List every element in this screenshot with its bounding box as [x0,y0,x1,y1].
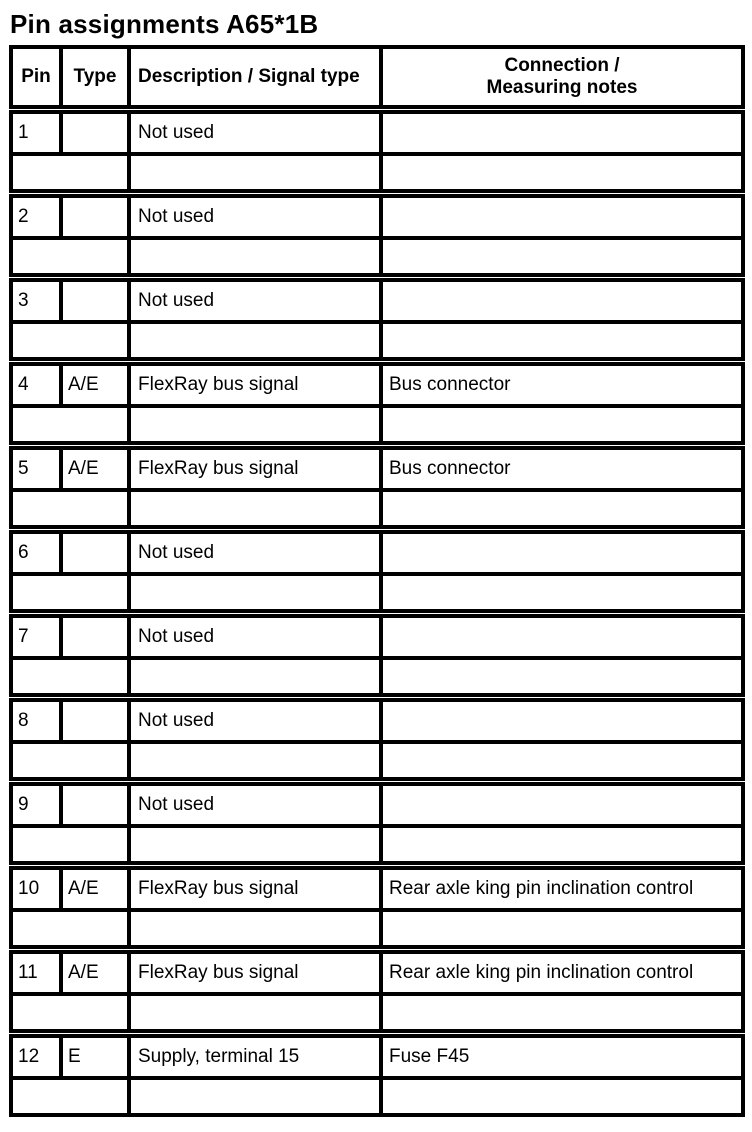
type-cell [63,618,131,656]
data-row [13,702,741,744]
spacer-description-cell [131,996,383,1029]
type-cell [63,786,131,824]
connection-cell [383,282,741,320]
description-cell: FlexRay bus signal [131,450,383,488]
page-title: Pin assignments A65*1B [10,9,319,39]
spacer-connection-cell [383,744,741,777]
connection-cell [383,114,741,152]
spacer-connection-cell [383,912,741,945]
spacer-description-cell [131,324,383,357]
spacer-description-cell [131,828,383,861]
pin-cell: 12 [13,1038,63,1076]
connection-cell [383,534,741,572]
description-cell: Not used [131,702,383,740]
connection-cell: Rear axle king pin inclination control [389,878,694,899]
connection-cell [383,786,741,824]
connection-cell: Fuse F45 [389,1046,470,1067]
header-cell-connection [383,49,741,105]
data-row [13,786,741,828]
type-cell [63,198,131,236]
pin-cell: 4 [13,366,63,404]
table-header-row [9,45,745,109]
table-body [9,110,745,1117]
header-connection-line1: Connection / [504,55,620,76]
spacer-description-cell [131,744,383,777]
data-row [13,618,741,660]
description-cell: Not used [131,282,383,320]
pin-cell: 11 [13,954,63,992]
spacer-row [13,912,741,945]
pin-group [9,362,745,445]
pin-group [9,194,745,277]
spacer-pin-type-cell [13,1080,131,1113]
data-row [13,954,741,996]
spacer-pin-type-cell [13,492,131,525]
spacer-description-cell [131,660,383,693]
description-cell: Not used [131,534,383,572]
spacer-row [13,240,741,273]
description-cell: Not used [131,114,383,152]
spacer-pin-type-cell [13,744,131,777]
spacer-description-cell [131,492,383,525]
pin-cell: 8 [13,702,63,740]
spacer-pin-type-cell [13,828,131,861]
spacer-description-cell [131,408,383,441]
type-cell: A/E [63,870,131,908]
spacer-connection-cell [383,240,741,273]
data-row [13,114,741,156]
spacer-pin-type-cell [13,660,131,693]
pin-group [9,614,745,697]
type-cell [63,114,131,152]
type-cell: E [63,1038,131,1076]
spacer-connection-cell [383,156,741,189]
spacer-connection-cell [383,576,741,609]
spacer-pin-type-cell [13,156,131,189]
data-row [13,450,741,492]
spacer-row [13,492,741,525]
pin-group [9,866,745,949]
spacer-connection-cell [383,324,741,357]
spacer-pin-type-cell [13,912,131,945]
type-cell [63,534,131,572]
spacer-row [13,660,741,693]
description-cell: Not used [131,786,383,824]
connection-cell [383,702,741,740]
spacer-description-cell [131,1080,383,1113]
connection-cell: Bus connector [389,374,511,395]
spacer-row [13,408,741,441]
connection-cell: Rear axle king pin inclination control [389,962,694,983]
spacer-description-cell [131,156,383,189]
header-connection-line2: Measuring notes [486,77,638,98]
pin-group [9,110,745,193]
pin-group [9,446,745,529]
pin-cell: 3 [13,282,63,320]
type-cell: A/E [63,366,131,404]
spacer-description-cell [131,912,383,945]
type-cell [63,282,131,320]
spacer-pin-type-cell [13,576,131,609]
pin-assignment-table [9,45,745,1117]
header-row [13,49,741,105]
pin-group [9,782,745,865]
pin-cell: 1 [13,114,63,152]
pin-group [9,950,745,1033]
pin-cell: 5 [13,450,63,488]
data-row [13,870,741,912]
spacer-description-cell [131,576,383,609]
spacer-row [13,576,741,609]
pin-group [9,530,745,613]
data-row [13,534,741,576]
spacer-connection-cell [383,828,741,861]
type-cell [63,702,131,740]
description-cell: Not used [131,618,383,656]
spacer-pin-type-cell [13,240,131,273]
spacer-row [13,996,741,1029]
header-cell-type: Type [63,49,131,105]
pin-group [9,1034,745,1117]
connection-cell [383,618,741,656]
header-cell-description: Description / Signal type [131,49,383,105]
spacer-pin-type-cell [13,324,131,357]
description-cell: FlexRay bus signal [131,954,383,992]
spacer-description-cell [131,240,383,273]
spacer-connection-cell [383,408,741,441]
description-cell: FlexRay bus signal [131,366,383,404]
pin-cell: 6 [13,534,63,572]
pin-group [9,698,745,781]
pin-cell: 9 [13,786,63,824]
pin-cell: 10 [13,870,63,908]
connection-cell [383,198,741,236]
spacer-row [13,1080,741,1113]
description-cell: FlexRay bus signal [131,870,383,908]
spacer-connection-cell [383,1080,741,1113]
data-row [13,282,741,324]
type-cell: A/E [63,954,131,992]
spacer-pin-type-cell [13,408,131,441]
data-row [13,366,741,408]
data-row [13,198,741,240]
pin-group [9,278,745,361]
spacer-row [13,828,741,861]
spacer-connection-cell [383,996,741,1029]
header-cell-pin: Pin [13,49,63,105]
description-cell: Supply, terminal 15 [131,1038,383,1076]
spacer-connection-cell [383,492,741,525]
pin-cell: 2 [13,198,63,236]
data-row [13,1038,741,1080]
spacer-connection-cell [383,660,741,693]
pin-cell: 7 [13,618,63,656]
connection-cell: Bus connector [389,458,511,479]
type-cell: A/E [63,450,131,488]
spacer-row [13,156,741,189]
spacer-row [13,324,741,357]
spacer-row [13,744,741,777]
description-cell: Not used [131,198,383,236]
spacer-pin-type-cell [13,996,131,1029]
